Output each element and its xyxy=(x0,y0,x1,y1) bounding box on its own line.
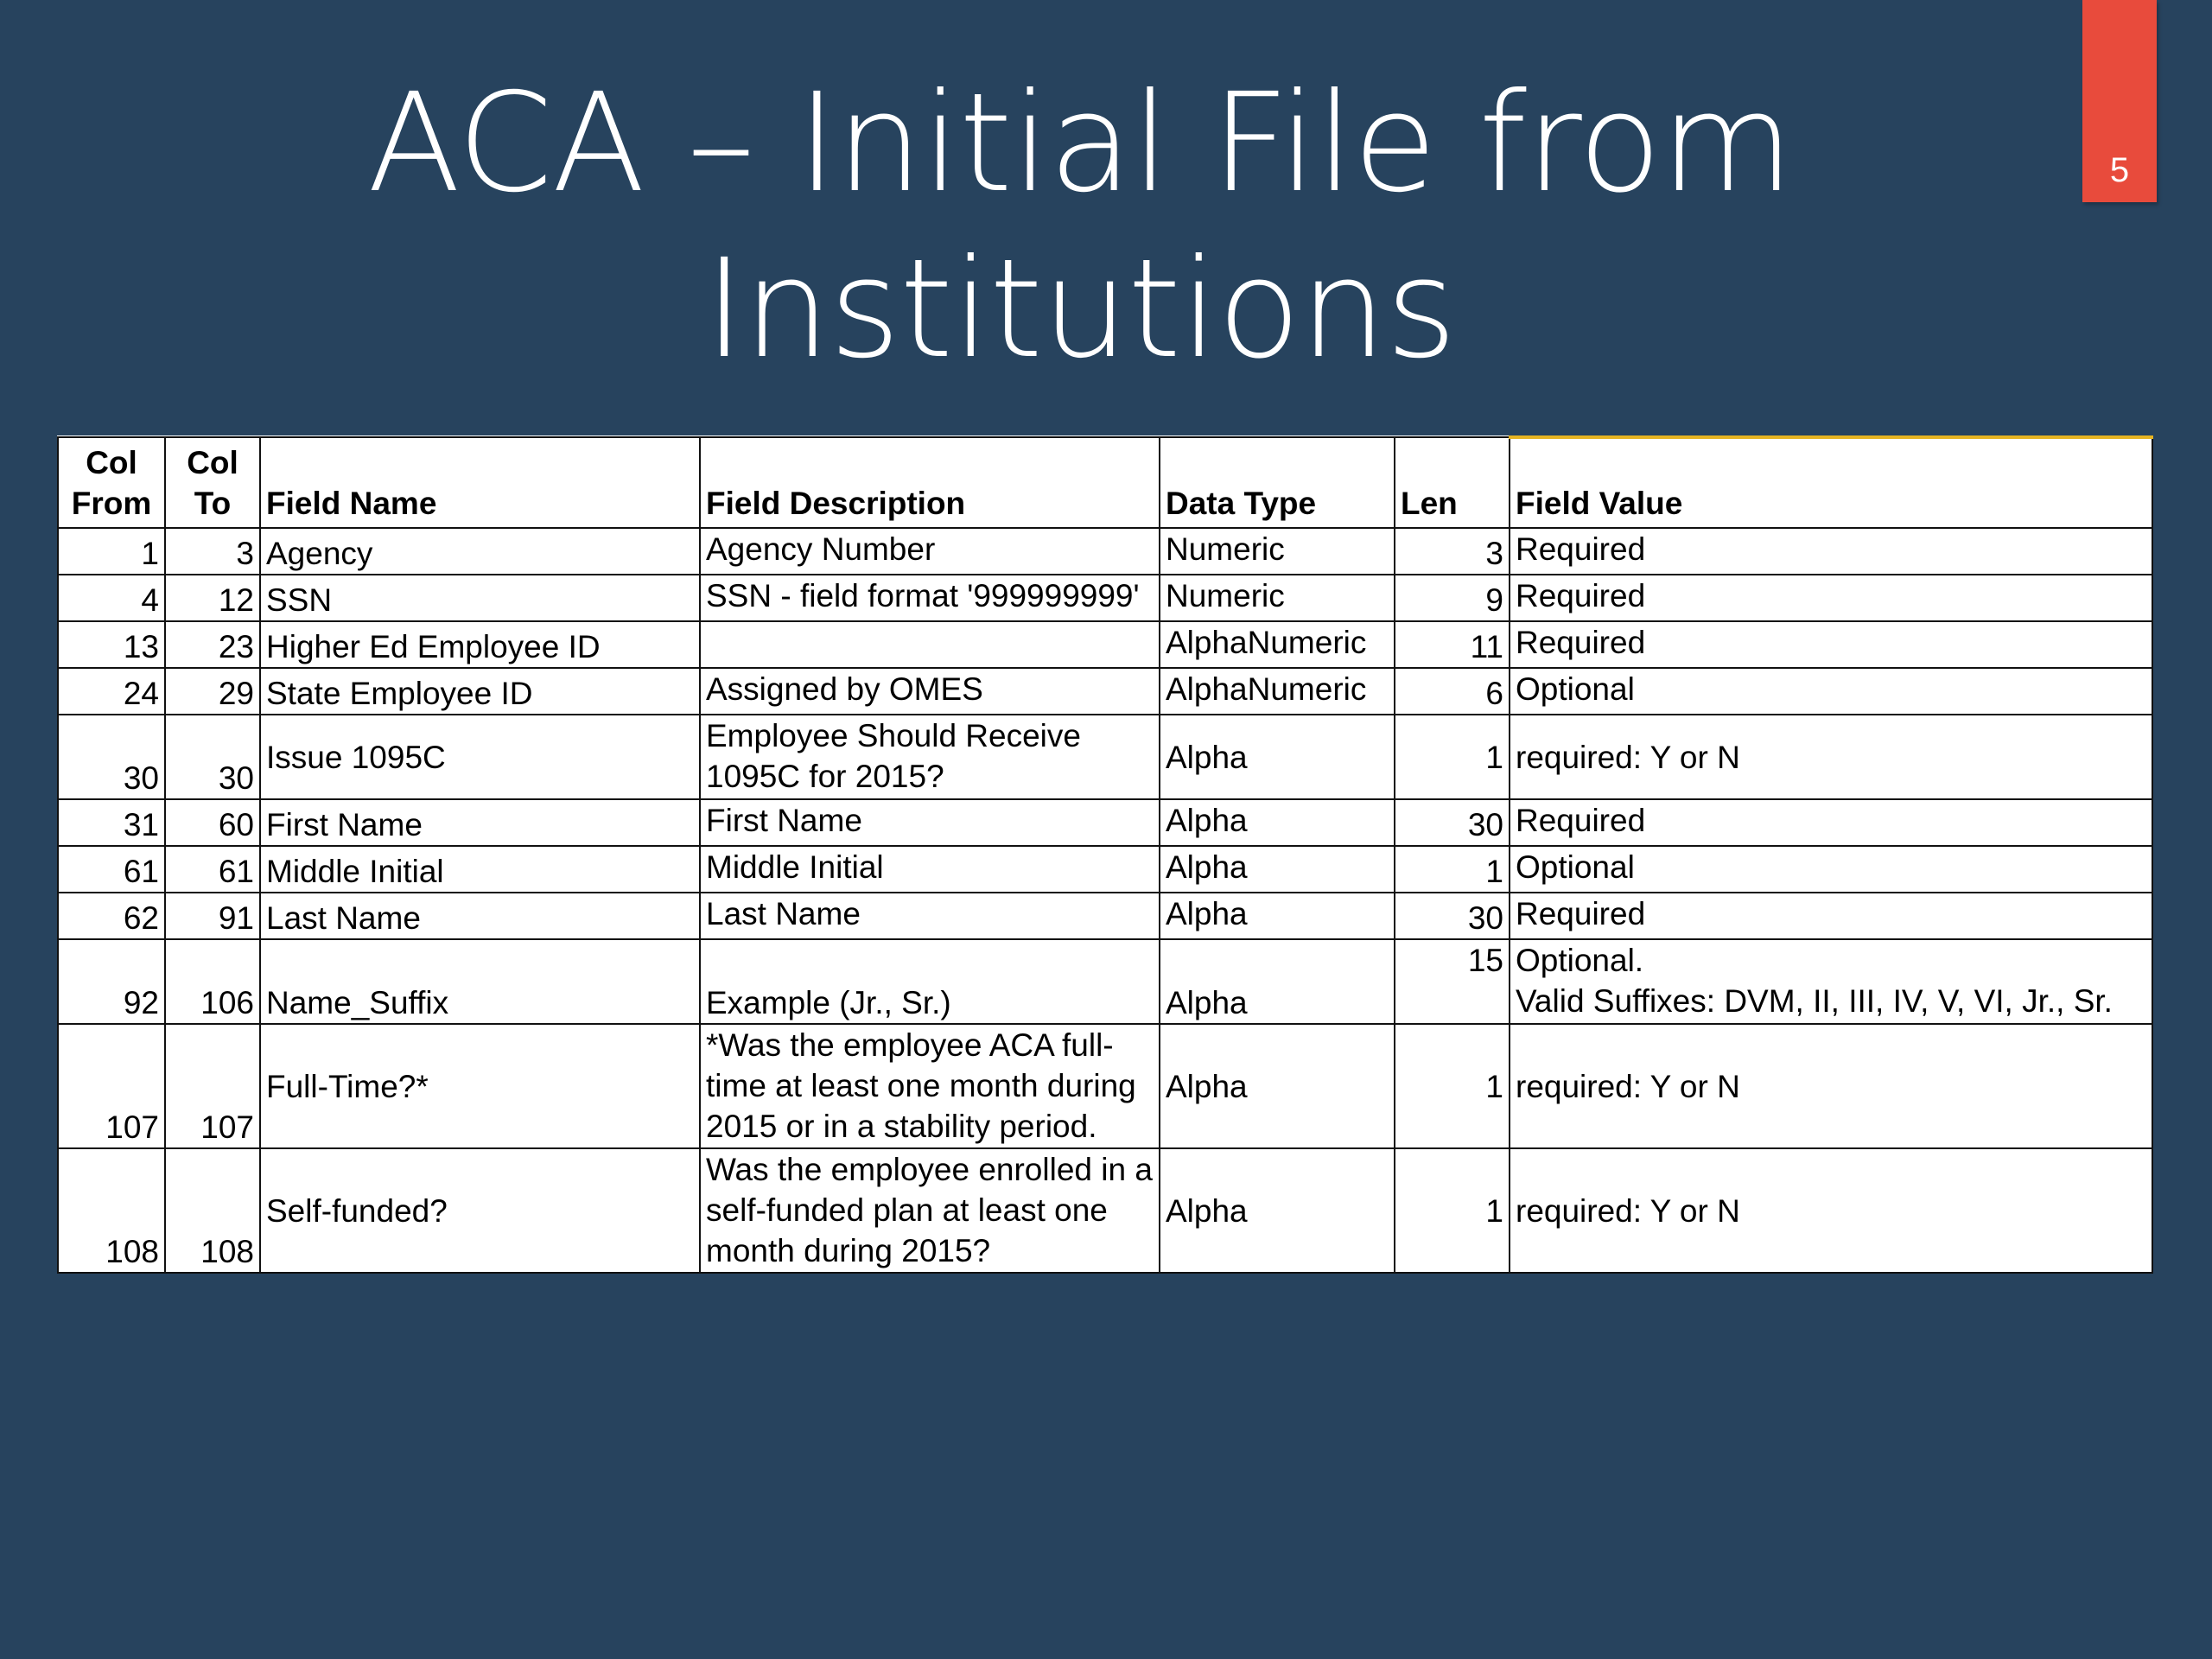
table-row xyxy=(58,621,2152,668)
cell-col-from: 30 xyxy=(58,715,165,799)
cell-data-type: Alpha xyxy=(1160,715,1395,799)
cell-len: 30 xyxy=(1395,893,1510,939)
cell-field-description: Last Name xyxy=(700,893,1160,939)
cell-field-value: Optional xyxy=(1510,846,2152,893)
cell-field-name: Issue 1095C xyxy=(260,715,700,799)
cell-field-name: State Employee ID xyxy=(260,668,700,715)
cell-field-description: Was the employee enrolled in a self-funded plan at least one month during 2015? xyxy=(700,1148,1160,1273)
table-row xyxy=(58,893,2152,939)
cell-col-to: 108 xyxy=(165,1148,260,1273)
cell-col-from: 31 xyxy=(58,799,165,846)
cell-col-to: 29 xyxy=(165,668,260,715)
cell-col-from: 92 xyxy=(58,939,165,1024)
cell-data-type: Alpha xyxy=(1160,893,1395,939)
cell-field-description xyxy=(700,621,1160,668)
cell-field-description: Middle Initial xyxy=(700,846,1160,893)
cell-col-to: 61 xyxy=(165,846,260,893)
slide-title-line-1: ACA – Initial File from xyxy=(367,64,1793,223)
cell-field-value: Optional xyxy=(1510,668,2152,715)
cell-len: 1 xyxy=(1395,846,1510,893)
table-row xyxy=(58,799,2152,846)
cell-field-description: SSN - field format '999999999' xyxy=(700,575,1160,621)
cell-field-name: First Name xyxy=(260,799,700,846)
cell-field-value: required: Y or N xyxy=(1510,1148,2152,1273)
table-row xyxy=(58,939,2152,1024)
table-row xyxy=(58,668,2152,715)
cell-len: 9 xyxy=(1395,575,1510,621)
header-data-type: Data Type xyxy=(1160,437,1395,528)
header-field-name: Field Name xyxy=(260,437,700,528)
cell-data-type: Numeric xyxy=(1160,575,1395,621)
cell-col-to: 106 xyxy=(165,939,260,1024)
header-field-description: Field Description xyxy=(700,437,1160,528)
cell-len: 15 xyxy=(1395,939,1510,1024)
cell-len: 30 xyxy=(1395,799,1510,846)
cell-field-value: Required xyxy=(1510,893,2152,939)
cell-field-name: Self-funded? xyxy=(260,1148,700,1273)
header-len: Len xyxy=(1395,437,1510,528)
cell-field-name: Higher Ed Employee ID xyxy=(260,621,700,668)
cell-field-value: Required xyxy=(1510,621,2152,668)
slide-title xyxy=(259,60,1901,392)
file-layout-table xyxy=(57,435,2153,1274)
cell-col-to: 12 xyxy=(165,575,260,621)
cell-field-name: Last Name xyxy=(260,893,700,939)
cell-col-from: 13 xyxy=(58,621,165,668)
cell-field-description: Employee Should Receive 1095C for 2015? xyxy=(700,715,1160,799)
cell-len: 1 xyxy=(1395,715,1510,799)
table-row xyxy=(58,715,2152,799)
cell-field-value: Optional. Valid Suffixes: DVM, II, III, IV, V, VI, Jr., Sr. xyxy=(1510,939,2152,1024)
cell-col-to: 23 xyxy=(165,621,260,668)
header-field-value: Field Value xyxy=(1510,437,2152,528)
cell-col-to: 60 xyxy=(165,799,260,846)
cell-field-name: Name_Suffix xyxy=(260,939,700,1024)
table-row xyxy=(58,528,2152,575)
cell-col-from: 1 xyxy=(58,528,165,575)
cell-col-to: 107 xyxy=(165,1024,260,1148)
cell-len: 1 xyxy=(1395,1148,1510,1273)
cell-field-value: Required xyxy=(1510,799,2152,846)
cell-data-type: Alpha xyxy=(1160,939,1395,1024)
cell-col-to: 91 xyxy=(165,893,260,939)
cell-field-value: Required xyxy=(1510,575,2152,621)
table-row xyxy=(58,846,2152,893)
cell-col-from: 24 xyxy=(58,668,165,715)
cell-col-from: 61 xyxy=(58,846,165,893)
cell-field-value: Required xyxy=(1510,528,2152,575)
cell-data-type: Numeric xyxy=(1160,528,1395,575)
header-col-to: Col To xyxy=(165,437,260,528)
cell-data-type: Alpha xyxy=(1160,799,1395,846)
cell-col-to: 30 xyxy=(165,715,260,799)
cell-field-description: Example (Jr., Sr.) xyxy=(700,939,1160,1024)
cell-len: 3 xyxy=(1395,528,1510,575)
cell-col-from: 4 xyxy=(58,575,165,621)
page-number-tab xyxy=(2082,0,2157,202)
cell-len: 6 xyxy=(1395,668,1510,715)
cell-data-type: Alpha xyxy=(1160,846,1395,893)
cell-col-from: 108 xyxy=(58,1148,165,1273)
cell-data-type: AlphaNumeric xyxy=(1160,621,1395,668)
cell-field-name: Middle Initial xyxy=(260,846,700,893)
slide-title-line-2: Institutions xyxy=(704,230,1456,389)
table-row xyxy=(58,1148,2152,1273)
cell-field-name: Agency xyxy=(260,528,700,575)
cell-col-from: 107 xyxy=(58,1024,165,1148)
cell-col-to: 3 xyxy=(165,528,260,575)
page-number: 5 xyxy=(2109,151,2130,189)
cell-field-description: Assigned by OMES xyxy=(700,668,1160,715)
cell-field-value: required: Y or N xyxy=(1510,715,2152,799)
cell-field-description: *Was the employee ACA full- time at least one month during 2015 or in a stability period. xyxy=(700,1024,1160,1148)
table-header-row xyxy=(58,437,2152,528)
cell-field-description: Agency Number xyxy=(700,528,1160,575)
cell-data-type: AlphaNumeric xyxy=(1160,668,1395,715)
cell-field-description: First Name xyxy=(700,799,1160,846)
cell-len: 11 xyxy=(1395,621,1510,668)
cell-col-from: 62 xyxy=(58,893,165,939)
cell-field-name: Full-Time?* xyxy=(260,1024,700,1148)
table-row xyxy=(58,575,2152,621)
header-col-from: Col From xyxy=(58,437,165,528)
cell-data-type: Alpha xyxy=(1160,1024,1395,1148)
cell-data-type: Alpha xyxy=(1160,1148,1395,1273)
cell-len: 1 xyxy=(1395,1024,1510,1148)
cell-field-value: required: Y or N xyxy=(1510,1024,2152,1148)
table-row xyxy=(58,1024,2152,1148)
cell-field-name: SSN xyxy=(260,575,700,621)
